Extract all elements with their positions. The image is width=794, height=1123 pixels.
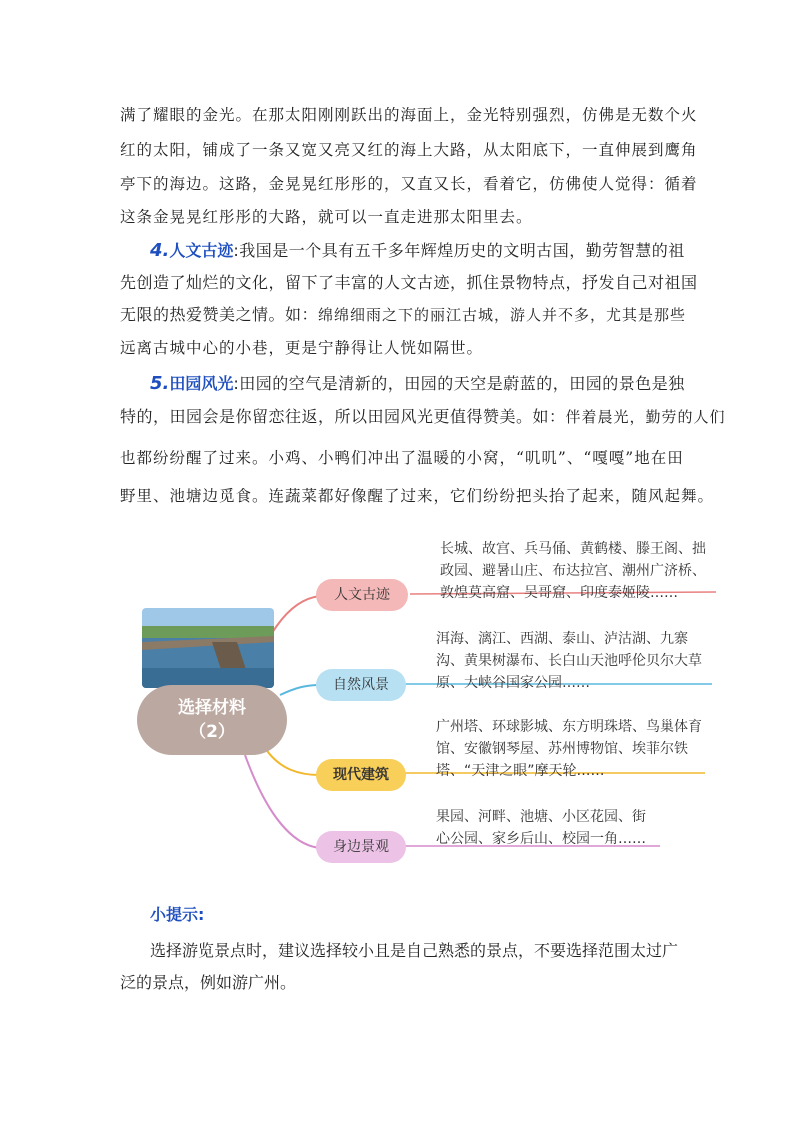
section4-number: 4. — [150, 240, 170, 261]
lake-boardwalk-photo — [142, 608, 274, 688]
section5-line-2: 特的，田园会是你留恋往返，所以田园风光更值得赞美。如：伴着晨光，勤劳的人们 — [120, 407, 726, 426]
section5-line-4: 野里、池塘边觅食。连蔬菜都好像醒了过来，它们纷纷把头抬了起来，随风起舞。 — [120, 487, 715, 505]
section5-title: 田园风光 — [169, 374, 234, 393]
section4-title: 人文古迹 — [169, 241, 234, 260]
branch-shenbian: 身边景观 — [316, 831, 406, 863]
section4-line-2: 先创造了灿烂的文化，留下了丰富的人文古迹，抓住景物特点，抒发自己对祖国 — [120, 273, 698, 292]
branch-xiandai: 现代建筑 — [316, 759, 406, 791]
branch-renwen-text: 长城、故宫、兵马俑、黄鹤楼、滕王阁、拙 政园、避暑山庄、布达拉宫、潮州广济桥、 敦煌莫高窟、吴哥窟、印度泰姬陵…… — [440, 541, 706, 601]
branch-shenbian-text: 果园、河畔、池塘、小区花园、街 心公园、家乡后山、校园一角…… — [436, 809, 646, 847]
paragraph-line-4: 这条金晃晃红彤彤的大路，就可以一直走进那太阳里去。 — [120, 208, 533, 226]
tip-line-1: 选择游览景点时，建议选择较小且是自己熟悉的景点，不要选择范围太过广 — [150, 941, 679, 960]
paragraph-line-1: 满了耀眼的金光。在那太阳刚刚跃出的海面上，金光特别强烈，仿佛是无数个火 — [120, 106, 698, 124]
paragraph-line-2: 红的太阳，铺成了一条又宽又亮又红的海上大路，从太阳底下，一直伸展到鹰角 — [120, 141, 698, 159]
section4-line-3: 无限的热爱赞美之情。如：绵绵细雨之下的丽江古城，游人并不多，尤其是那些 — [120, 305, 687, 324]
section5-line-3: 也都纷纷醒了过来。小鸡、小鸭们冲出了温暖的小窝，“叽叽”、“嘎嘎”地在田 — [120, 449, 684, 467]
branch-renwen: 人文古迹 — [316, 579, 408, 611]
tip-title: 小提示: — [150, 905, 205, 924]
section5-number: 5. — [150, 373, 170, 394]
section5-line-1: 5.田园风光:田园的空气是清新的，田园的天空是蔚蓝的，田园的景色是独 — [150, 373, 685, 394]
paragraph-line-3: 亭下的海边。这路，金晃晃红彤彤的，又直又长，看着它，仿佛使人觉得：循着 — [120, 175, 698, 193]
connector-ziran — [280, 685, 320, 695]
tip-line-2: 泛的景点，例如游广州。 — [120, 973, 297, 992]
connector-xiandai — [265, 748, 320, 775]
branch-ziran: 自然风景 — [316, 669, 406, 701]
branch-ziran-text: 洱海、漓江、西湖、泰山、泸沽湖、九寨 沟、黄果树瀑布、长白山天池呼伦贝尔大草 原、大峡谷国家公园…… — [436, 631, 702, 691]
section4-line-1: 4.人文古迹:我国是一个具有五千多年辉煌历史的文明古国，勤劳智慧的祖 — [150, 240, 685, 261]
section4-line-4: 远离古城中心的小巷，更是宁静得让人恍如隔世。 — [120, 339, 484, 357]
mindmap-center-node: 选择材料 （2） — [137, 685, 287, 755]
connector-shenbian — [245, 755, 320, 848]
branch-xiandai-text: 广州塔、环球影城、东方明珠塔、鸟巢体育 馆、安徽钢琴屋、苏州博物馆、埃菲尔铁 塔、“天津之眼”摩天轮…… — [436, 719, 702, 779]
